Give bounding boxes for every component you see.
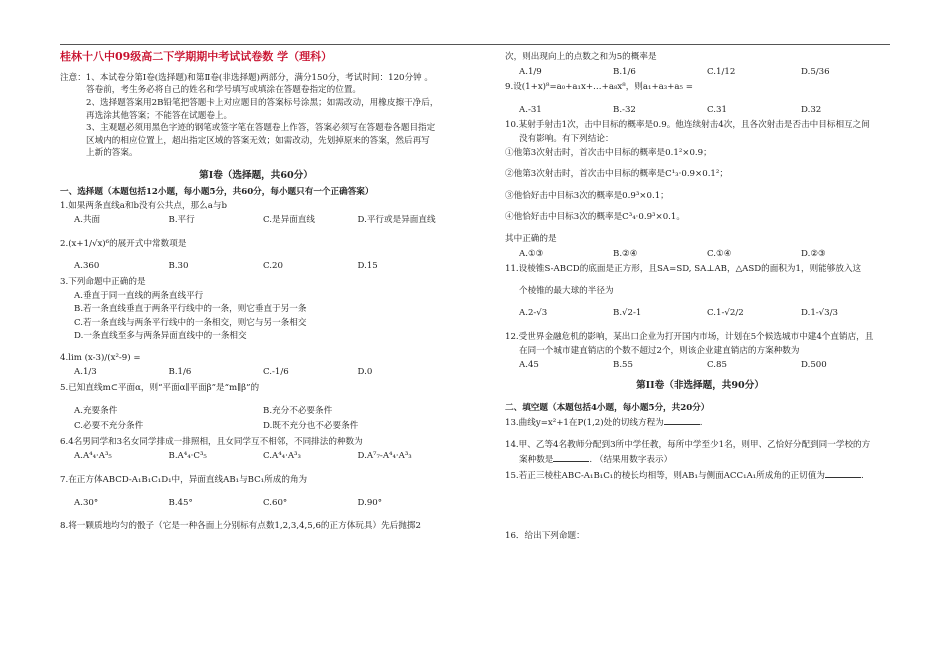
question-5-options-cd	[60, 421, 452, 433]
option: B.②④	[613, 248, 638, 259]
right-column	[505, 50, 895, 544]
option: A.①③	[519, 248, 544, 259]
option: B.1/6	[613, 66, 636, 77]
option: A.360	[74, 261, 100, 272]
option: B.1/6	[168, 367, 192, 378]
question-8: 8.将一颗质地均匀的骰子（它是一种各面上分别标有点数1,2,3,4,5,6的正方体玩具）先后抛掷2	[60, 521, 421, 532]
option: D.1-√3/3	[801, 308, 838, 319]
question-9-options	[505, 105, 895, 117]
question-10-prompt: 其中正确的是	[505, 233, 557, 244]
part2-section: 二、填空题（本题包括4小题，每小题5分，共20分）	[505, 402, 710, 413]
option: C.1/12	[707, 66, 736, 77]
header-rule	[60, 44, 890, 45]
question-16: 16．给出下列命题：	[505, 530, 585, 541]
option: A.45	[519, 360, 539, 371]
option: B.30	[168, 261, 189, 272]
note-3: 3、主观题必须用黑色字迹的钢笔或签字笔在答题卷上作答，答案必须写在答题卷各题目指定	[86, 123, 436, 134]
part2-title: 第II卷（非选择题，共90分）	[636, 379, 764, 391]
option: D.既不充分也不必要条件	[263, 421, 359, 432]
answer-blank	[553, 453, 589, 462]
question-12: 12.受世界金融危机的影响，某出口企业为打开国内市场，计划在5个候选城市中建4个直销店，且	[505, 331, 874, 342]
option: A.30°	[74, 497, 99, 508]
option: B.充分不必要条件	[263, 405, 333, 416]
option: A.充要条件	[74, 405, 118, 416]
question-3-c: C.若一条直线与两条平行线中的一条相交，则它与另一条相交	[74, 317, 307, 328]
question-11-cont: 个棱锥的最大球的半径为	[519, 285, 614, 296]
option: B.45°	[168, 497, 193, 508]
note-1b: 答卷前，考生务必将自己的姓名和学号填写或填涂在答题卷指定的位置。	[86, 85, 362, 96]
question-5-options-ab	[60, 406, 452, 418]
option: A.2-√3	[519, 308, 548, 319]
option: C.是异面直线	[263, 215, 315, 226]
question-2-options	[60, 261, 452, 273]
option: D.32	[801, 104, 822, 115]
option: A.-31	[519, 104, 542, 115]
question-11: 11.设棱锥S-ABCD的底面是正方形，且SA=SD, SA⊥AB，△ASD的面积为1，则能够放入这	[505, 264, 862, 275]
option: C.①④	[707, 248, 732, 259]
question-8-cont: 次，则出现向上的点数之和为5的概率是	[505, 52, 657, 62]
question-5: 5.已知直线m⊂平面α，则“平面α∥平面β”是“m∥β”的	[60, 383, 260, 394]
question-14-cont: 案种数是 . （结果用数字表示）	[519, 455, 673, 466]
part1-title: 第Ⅰ卷（选择题，共60分）	[199, 170, 313, 181]
option: B.A⁴₄·C³₅	[168, 451, 207, 462]
question-1: 1.如果两条直线a和b没有公共点，那么a与b	[60, 200, 227, 211]
note-3c: 上新的答案。	[86, 148, 138, 159]
option: B.-32	[613, 104, 636, 115]
question-13: 13.曲线y=x²+1在P(1,2)处的切线方程为 .	[505, 418, 703, 429]
question-4: 4.lim (x-3)/(x²-9) =	[60, 352, 141, 363]
question-3-b: B.若一条直线垂直于两条平行线中的一条，则它垂直于另一条	[74, 304, 307, 315]
question-15: 15.若正三棱柱ABC-A₁B₁C₁的棱长均相等，则AB₁与侧面ACC₁A₁所成角的正切值为 .	[505, 471, 864, 481]
option: C.1-√2/2	[707, 308, 744, 319]
option: D.5/36	[801, 66, 830, 77]
option: C.85	[707, 360, 727, 371]
exam-title: 桂林十八中09级高二下学期期中考试试卷数 学（理科）	[60, 50, 333, 63]
question-12-options	[505, 360, 895, 372]
question-3-d: D.一条直线至多与两条异面直线中的一条相交	[74, 331, 247, 342]
statement-3: ③他恰好击中目标3次的概率是0.9³×0.1；	[505, 190, 669, 201]
option: A.共面	[74, 215, 101, 226]
question-13-text: 13.曲线y=x²+1在P(1,2)处的切线方程为	[505, 418, 664, 429]
part1-section: 一、选择题（本题包括12小题，每小题5分，共60分，每小题只有一个正确答案）	[60, 186, 374, 197]
question-8-options	[505, 67, 895, 79]
option: C.-1/6	[263, 367, 289, 378]
question-14-note: （结果用数字表示）	[594, 455, 673, 466]
option: D.②③	[801, 248, 826, 259]
statement-4: ④他恰好击中目标3次的概率是C³₄·0.9³×0.1。	[505, 212, 685, 223]
option: B.平行	[168, 215, 195, 226]
option: A.A⁴₄·A³₅	[74, 451, 112, 462]
option: D.500	[801, 360, 827, 371]
question-4-options	[60, 367, 452, 379]
option: C.60°	[263, 497, 288, 508]
option: C.必要不充分条件	[74, 421, 144, 432]
question-3: 3.下列命题中正确的是	[60, 276, 146, 287]
option: D.90°	[357, 497, 383, 508]
note-2b: 再选涂其他答案；不能答在试题卷上。	[86, 110, 233, 121]
question-3-a: A.垂直于同一直线的两条直线平行	[74, 290, 204, 301]
question-9: 9.设(1+x)⁸=a₀+a₁x+…+a₈x⁸，则a₁+a₃+a₅ =	[505, 82, 693, 93]
question-10-cont: 没有影响。有下列结论：	[519, 133, 614, 144]
option: A.1/9	[519, 66, 542, 77]
exam-notes	[60, 73, 452, 160]
note-2: 2、选择题答案用2B铅笔把答题卡上对应题目的答案标号涂黑；如需改动，用橡皮擦干净后，	[86, 98, 439, 109]
question-2: 2.(x+1/√x)⁶的展开式中常数项是	[60, 238, 187, 249]
question-15-text: 15.若正三棱柱ABC-A₁B₁C₁的棱长均相等，则AB₁与侧面ACC₁A₁所成角的正切值为	[505, 471, 825, 481]
answer-blank	[664, 416, 700, 425]
question-7-options	[60, 498, 452, 510]
statement-2: ②他第3次射击时，首次击中目标的概率是C¹₃·0.9×0.1²；	[505, 169, 728, 180]
statement-1: ①他第3次射击时，首次击中目标的概率是0.1²×0.9；	[505, 147, 712, 158]
question-10-options	[505, 249, 895, 261]
note-1: 注意：1、本试卷分第Ⅰ卷(选择题)和第Ⅱ卷(非选择题)两部分，满分150分，考试时间：120分钟 。	[60, 72, 434, 83]
question-7: 7.在正方体ABCD-A₁B₁C₁D₁中，异面直线AB₁与BC₁所成的角为	[60, 475, 308, 486]
option: C.A⁴₄·A³₃	[263, 451, 301, 462]
option: D.A⁷₇-A⁴₄·A³₃	[357, 451, 412, 462]
option: B.55	[613, 360, 633, 371]
question-6: 6.4名男同学和3名女同学排成一排照相，且女同学互不相邻，不同排法的种数为	[60, 436, 363, 447]
option: C.31	[707, 104, 727, 115]
question-10: 10.某射手射击1次，击中目标的概率是0.9。他连续射击4次，且各次射击是否击中目标相互之间	[505, 120, 870, 131]
option: D.15	[357, 261, 378, 272]
question-12-cont: 在同一个城市建直销店的个数不超过2个，则该企业建直销店的方案种数为	[519, 345, 800, 356]
answer-blank	[825, 469, 861, 478]
option: B.√2-1	[613, 308, 642, 319]
question-14-text: 案种数是	[519, 455, 554, 466]
option: C.20	[263, 261, 283, 272]
option: A.1/3	[74, 367, 97, 378]
question-11-options	[505, 308, 895, 320]
question-1-options	[60, 215, 452, 227]
option: D.平行或是异面直线	[357, 215, 436, 226]
option: D.0	[357, 367, 373, 378]
left-column	[60, 50, 452, 535]
question-14: 14.甲、乙等4名教师分配到3所中学任教，每所中学至少1名，则甲、乙恰好分配到同一学校的方	[505, 439, 871, 450]
question-6-options	[60, 451, 452, 463]
note-3b: 区域内的相应位置上，超出指定区域的答案无效；如需改动，先划掉原来的答案，然后再写	[86, 135, 430, 146]
